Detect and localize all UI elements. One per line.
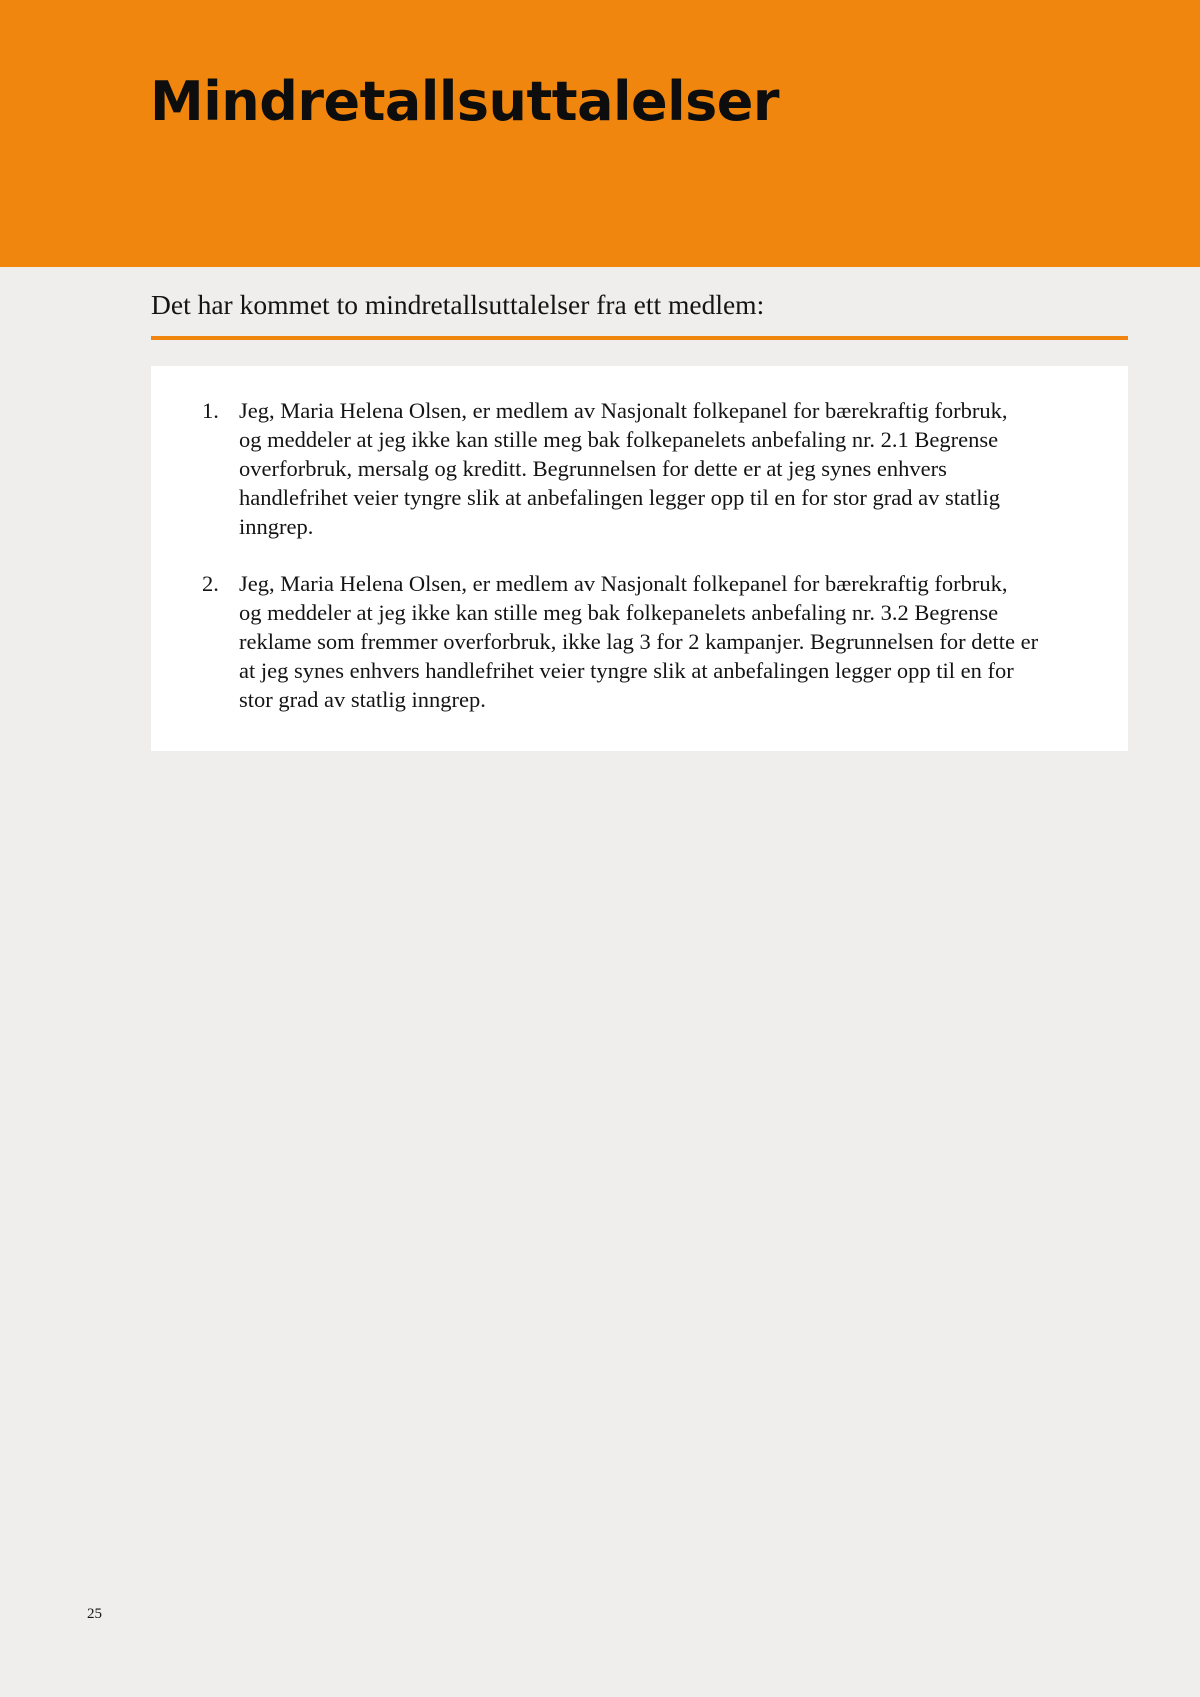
page-title: Mindretallsuttalelser — [150, 70, 780, 133]
divider-rule — [151, 336, 1128, 340]
statement-number: 2. — [202, 571, 219, 596]
statement-text: Jeg, Maria Helena Olsen, er medlem av Nasjonalt folkepanel for bærekraftig forbruk, og meddeler at jeg ikke kan stille meg bak folkepanelets anbefaling nr. 2.1 Begrense overforbruk, mersalg og kreditt. Begrunnelsen for dette er at jeg synes enhvers handlefrihet veier tyngre slik at anbefalingen legger opp til en for stor grad av statlig inngrep. — [239, 398, 1008, 539]
page-number: 25 — [87, 1606, 102, 1622]
intro-text: Det har kommet to mindretallsuttalelser fra ett medlem: — [151, 289, 765, 320]
header-band — [0, 0, 1200, 267]
statement-number: 1. — [202, 398, 219, 423]
statement-box — [151, 366, 1128, 751]
statement-text: Jeg, Maria Helena Olsen, er medlem av Nasjonalt folkepanel for bærekraftig forbruk, og meddeler at jeg ikke kan stille meg bak folkepanelets anbefaling nr. 3.2 Begrense reklame som fremmer overforbruk, ikke lag 3 for 2 kampanjer. Begrunnelsen for dette er at jeg synes enhvers handlefrihet veier tyngre slik at anbefalingen legger opp til en for stor grad av statlig inngrep. — [239, 571, 1039, 712]
